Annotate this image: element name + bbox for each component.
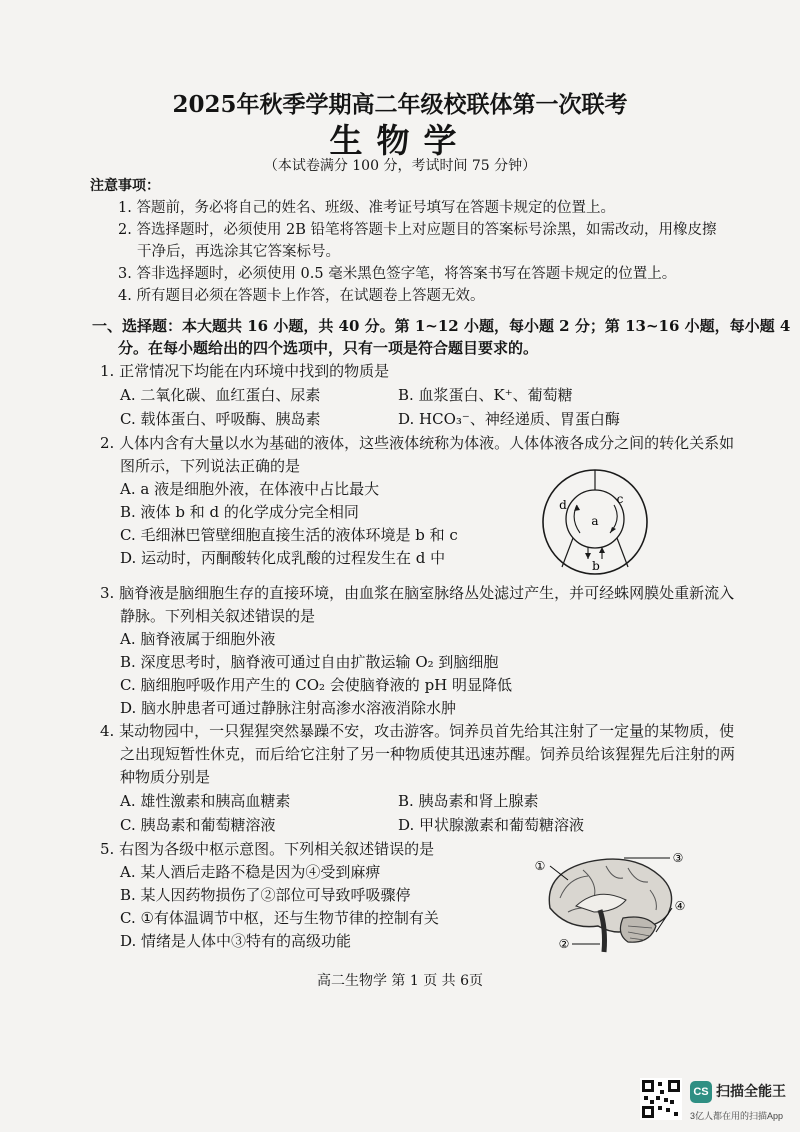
- q2-option-d: D. 运动时，丙酮酸转化成乳酸的过程发生在 d 中: [120, 549, 446, 567]
- q3-option-a: A. 脑脊液属于细胞外液: [120, 630, 276, 648]
- qr-code-icon: [640, 1078, 682, 1120]
- q4-option-d: D. 甲状腺激素和葡萄糖溶液: [398, 816, 585, 834]
- brain-label-2: ②: [558, 937, 570, 951]
- diagram-label-b: b: [592, 559, 600, 573]
- brain-label-1: ①: [534, 859, 546, 873]
- q3-option-c: C. 脑细胞呼吸作用产生的 CO₂ 会使脑脊液的 pH 明显降低: [120, 676, 513, 694]
- body-fluid-diagram: [540, 467, 650, 577]
- section-heading-line2: 分。在每小题给出的四个选项中，只有一项是符合题目要求的。: [118, 339, 539, 357]
- q1-option-a: A. 二氧化碳、血红蛋白、尿素: [120, 386, 321, 404]
- q3-stem-line1: 3. 脑脊液是脑细胞生存的直接环境，由血浆在脑室脉络丛处滤过产生，并可经蛛网膜处重新流入: [100, 584, 735, 602]
- q5-option-c: C. ①有体温调节中枢，还与生物节律的控制有关: [120, 909, 439, 927]
- diagram-label-a: a: [591, 514, 599, 528]
- notice-heading: 注意事项：: [90, 178, 160, 194]
- notice-item-4: 4. 所有题目必须在答题卡上作答，在试题卷上答题无效。: [118, 288, 485, 304]
- diagram-label-d: d: [559, 498, 567, 512]
- q4-option-a: A. 雄性激素和胰高血糖素: [120, 792, 291, 810]
- subject-title: 生物学: [329, 121, 471, 160]
- q5-option-b: B. 某人因药物损伤了②部位可导致呼吸骤停: [120, 886, 411, 904]
- exam-title: 2025年秋季学期高二年级校联体第一次联考: [172, 91, 628, 118]
- q2-stem-line1: 2. 人体内含有大量以水为基础的液体，这些液体统称为体液。人体体液各成分之间的转化关系如: [100, 434, 735, 452]
- q1-option-c: C. 载体蛋白、呼吸酶、胰岛素: [120, 410, 321, 428]
- scanner-tagline: 3亿人都在用的扫描App: [690, 1111, 784, 1121]
- q4-option-b: B. 胰岛素和肾上腺素: [398, 792, 539, 810]
- q4-stem-line3: 种物质分别是: [120, 768, 211, 786]
- notice-item-2: 2. 答选择题时，必须使用 2B 铅笔将答题卡上对应题目的答案标号涂黑，如需改动，用橡皮擦: [118, 222, 717, 238]
- q1-option-b: B. 血浆蛋白、K⁺、葡萄糖: [398, 386, 573, 404]
- q5-stem: 5. 右图为各级中枢示意图。下列相关叙述错误的是: [100, 840, 435, 858]
- cs-logo-icon: CS: [690, 1081, 712, 1103]
- scanner-name: 扫描全能王: [716, 1082, 786, 1099]
- q1-stem: 1. 正常情况下均能在内环境中找到的物质是: [100, 362, 390, 380]
- q4-stem-line2: 之出现短暂性休克，而后给它注射了另一种物质使其迅速苏醒。饲养员给该猩猩先后注射的两: [120, 745, 736, 763]
- q3-stem-line2: 静脉。下列相关叙述错误的是: [120, 607, 316, 625]
- q2-option-c: C. 毛细淋巴管壁细胞直接生活的液体环境是 b 和 c: [120, 526, 458, 544]
- section-heading-line1: 一、选择题：本大题共 16 小题，共 40 分。第 1~12 小题，每小题 2 分；第 13~16 小题，每小题 4: [92, 317, 791, 335]
- page-footer: 高二生物学 第 1 页 共 6页: [316, 973, 484, 989]
- q2-stem-line2: 图所示，下列说法正确的是: [120, 457, 301, 475]
- diagram-label-c: c: [616, 492, 624, 506]
- notice-item-3: 3. 答非选择题时，必须使用 0.5 毫米黑色签字笔，将答案书写在答题卡规定的位置上。: [118, 266, 677, 282]
- q3-option-b: B. 深度思考时，脑脊液可通过自由扩散运输 O₂ 到脑细胞: [120, 653, 499, 671]
- brain-label-4: ④: [674, 899, 686, 913]
- brain-diagram: [528, 848, 692, 960]
- scanner-brand: [690, 1080, 786, 1103]
- q3-option-d: D. 脑水肿患者可通过静脉注射高渗水溶液消除水肿: [120, 699, 457, 717]
- q4-option-c: C. 胰岛素和葡萄糖溶液: [120, 816, 276, 834]
- q5-option-a: A. 某人酒后走路不稳是因为④受到麻痹: [120, 863, 381, 881]
- brain-label-3: ③: [672, 851, 684, 865]
- q4-stem-line1: 4. 某动物园中，一只猩猩突然暴躁不安，攻击游客。饲养员首先给其注射了一定量的某物质，使: [100, 722, 735, 740]
- q2-option-a: A. a 液是细胞外液，在体液中占比最大: [120, 480, 380, 498]
- q5-option-d: D. 情绪是人体中③特有的高级功能: [120, 932, 352, 950]
- q2-option-b: B. 液体 b 和 d 的化学成分完全相同: [120, 503, 359, 521]
- notice-item-2-cont: 干净后，再选涂其它答案标号。: [137, 244, 340, 260]
- notice-item-1: 1. 答题前，务必将自己的姓名、班级、准考证号填写在答题卡规定的位置上。: [118, 200, 615, 216]
- score-note: （本试卷满分 100 分，考试时间 75 分钟）: [263, 158, 537, 174]
- q1-option-d: D. HCO₃⁻、神经递质、胃蛋白酶: [398, 410, 620, 428]
